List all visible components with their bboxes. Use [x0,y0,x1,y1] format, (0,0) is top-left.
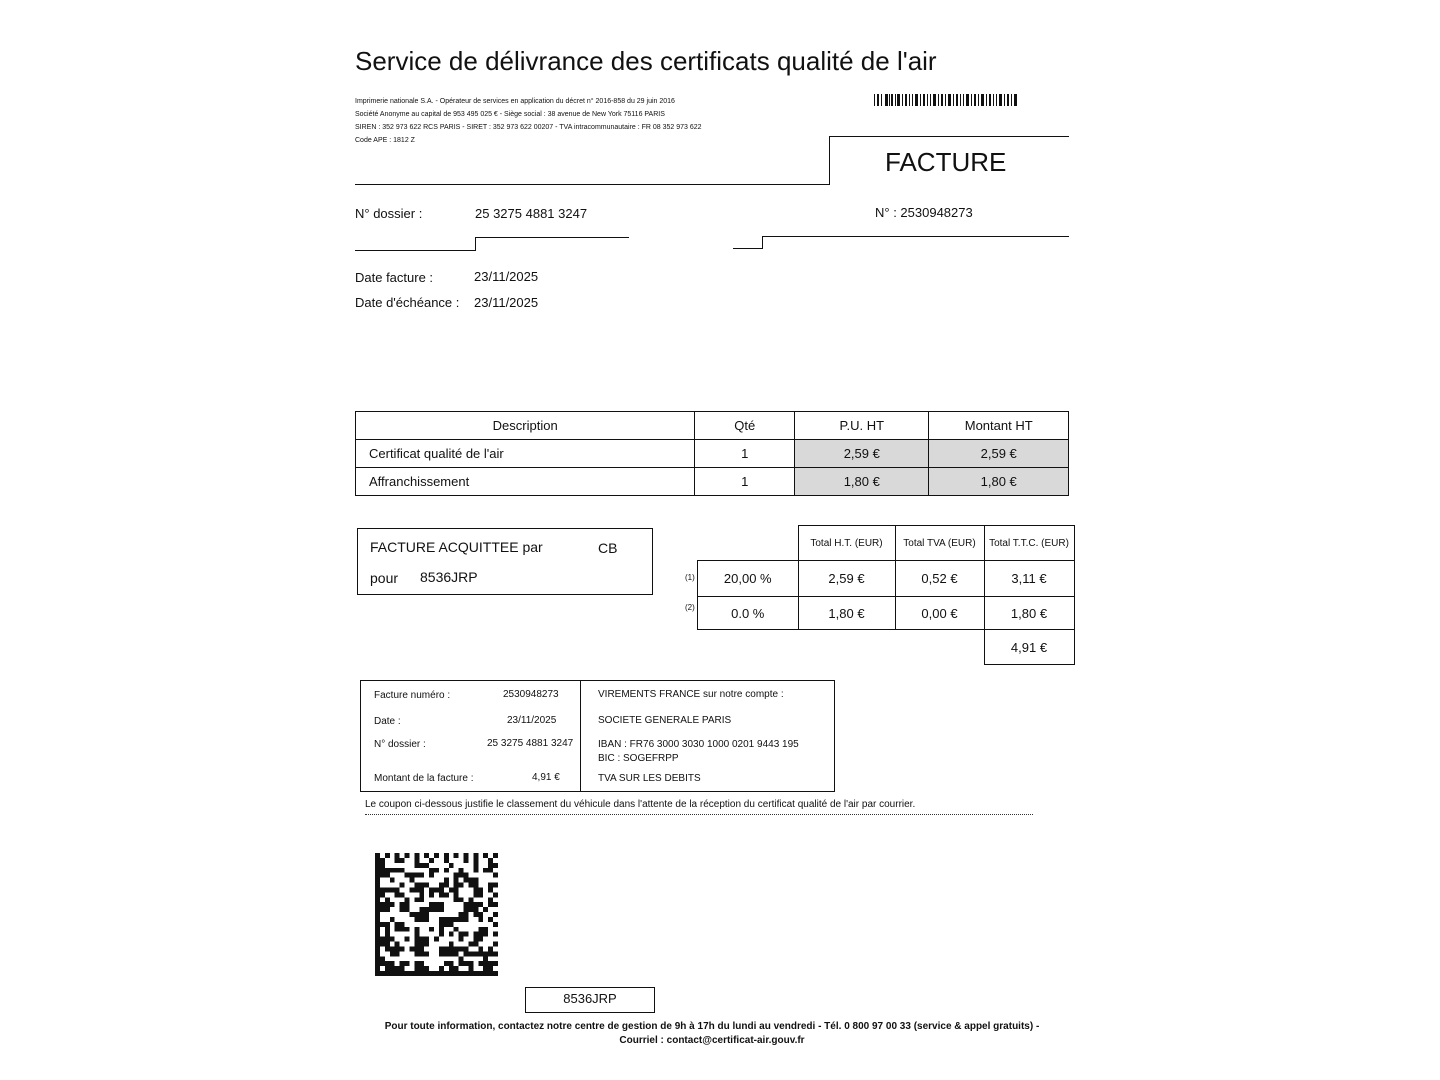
invoice-number: N° : 2530948273 [875,205,973,220]
payment-label: FACTURE ACQUITTEE par [370,539,543,555]
column-header: P.U. HT [795,412,929,440]
cut-line [365,814,1033,815]
table-row [698,561,1075,597]
dossier-label: N° dossier : [355,206,423,221]
total-ttc: 1,80 € [984,597,1074,630]
date-value: 23/11/2025 [474,269,539,284]
total-tva: 0,52 € [895,561,984,597]
column-header: Description [356,412,695,440]
footer-info [355,1020,1069,1048]
bank-line: IBAN : FR76 3000 3030 1000 0201 9443 195 [598,739,799,750]
grand-total: 4,91 € [984,630,1074,665]
date-label: Date facture : [355,270,434,285]
column-header: Total H.T. (EUR) [798,526,895,561]
payment-plate: 8536JRP [420,569,478,585]
item-quantity: 1 [695,468,795,496]
coupon-label: Facture numéro : [374,690,451,701]
vat-ref: (1) [685,573,695,582]
rule-step [355,250,476,251]
due-date-label: Date d'échéance : [355,295,460,310]
grand-total-row [698,630,1075,665]
document-title: Service de délivrance des certificats qualité de l'air [355,46,937,76]
payment-coupon [360,680,835,792]
payment-method: CB [598,540,618,556]
legal-line: Code APE : 1812 Z [355,137,415,144]
coupon-note: Le coupon ci-dessous justifie le classement du véhicule dans l'attente de la réception du certificat qualité de l'air par courrier. [365,799,916,810]
facture-box-top [829,136,1069,137]
item-description: Certificat qualité de l'air [356,440,695,468]
coupon-value: 25 3275 4881 3247 [487,738,574,749]
vat-rate: 20,00 % [698,561,799,597]
coupon-value: 23/11/2025 [507,715,557,726]
table-row [356,468,1069,496]
total-ht: 2,59 € [798,561,895,597]
column-header: Total T.T.C. (EUR) [984,526,1074,561]
item-amount: 1,80 € [929,468,1069,496]
column-header: Total TVA (EUR) [895,526,984,561]
legal-line: SIREN : 352 973 622 RCS PARIS - SIRET : 352 973 622 00207 - TVA intracommunautaire : FR 08 352 973 622 [355,124,702,131]
total-ht: 1,80 € [798,597,895,630]
rule-step [762,236,1069,237]
item-description: Affranchissement [356,468,695,496]
bank-line: SOCIETE GENERALE PARIS [598,715,732,726]
item-unit-price: 2,59 € [795,440,929,468]
plate-number: 8536JRP [525,987,655,1013]
rule-step [475,237,629,238]
footer-line: Pour toute information, contactez notre centre de gestion de 9h à 17h du lundi au vendredi - Tél. 0 800 97 00 33 (service & appel gratuits) - [384,1021,1040,1032]
total-ttc: 3,11 € [984,561,1074,597]
table-row [356,440,1069,468]
bank-line: BIC : SOGEFRPP [598,753,679,764]
dossier-value: 25 3275 4881 3247 [475,206,588,221]
invoice-label: FACTURE [885,147,1007,177]
footer-line: Courriel : contact@certificat-air.gouv.fr [619,1035,805,1046]
header-rule [355,184,830,185]
item-amount: 2,59 € [929,440,1069,468]
datamatrix-code [374,853,499,976]
vat-rate: 0.0 % [698,597,799,630]
coupon-label: Montant de la facture : [374,773,474,784]
bank-line: TVA SUR LES DEBITS [598,773,701,784]
column-header: Montant HT [929,412,1069,440]
legal-line: Société Anonyme au capital de 953 495 025 € - Siège social : 38 avenue de New York 75116 PARIS [355,111,665,118]
facture-box-left [829,136,830,185]
totals-table [697,525,1075,665]
due-date-value: 23/11/2025 [474,295,539,310]
payment-for-label: pour [370,570,399,586]
item-unit-price: 1,80 € [795,468,929,496]
vat-ref: (2) [685,603,695,612]
coupon-label: N° dossier : [374,739,426,750]
column-header: Qté [695,412,795,440]
coupon-value: 4,91 € [532,772,560,783]
bank-line: VIREMENTS FRANCE sur notre compte : [598,689,784,700]
coupon-value: 2530948273 [503,689,559,700]
table-header-row [356,412,1069,440]
barcode-image [874,94,1018,106]
legal-info [355,95,702,148]
coupon-label: Date : [374,716,401,727]
totals-header-row [698,526,1075,561]
items-table [355,411,1069,496]
payment-box [357,528,653,595]
rule-step [733,248,763,249]
table-row [698,597,1075,630]
rule-step [762,236,763,249]
rule-step [475,237,476,251]
legal-line: Imprimerie nationale S.A. - Opérateur de services en application du décret n° 2016-858 du 29 juin 2016 [355,98,675,105]
item-quantity: 1 [695,440,795,468]
total-tva: 0,00 € [895,597,984,630]
